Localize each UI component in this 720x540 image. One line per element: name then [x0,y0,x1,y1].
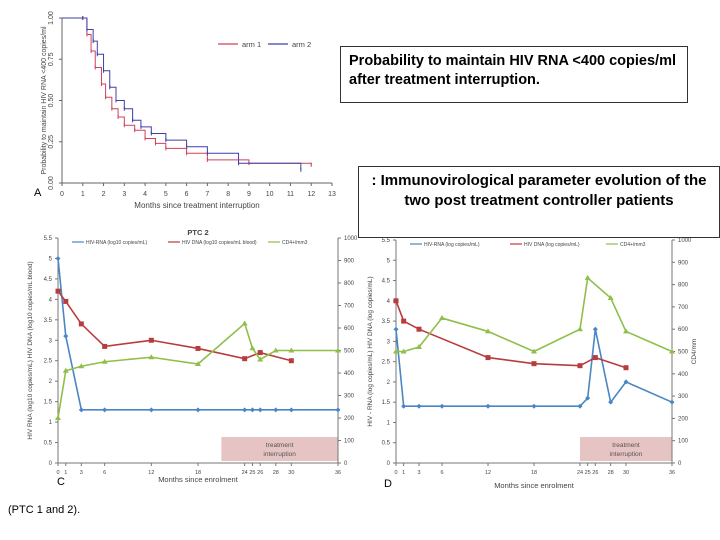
data-point-cd4 [242,321,248,326]
y-right-tick-label: 0 [678,461,682,467]
data-point-dna [63,299,68,304]
km-curve-panel [41,11,336,210]
data-point-dna [196,346,201,351]
y-left-tick-label: 3 [48,338,52,345]
x-tick-label: 30 [622,470,630,476]
y-tick-label: 0.00 [48,176,55,190]
y-left-tick-label: 3 [386,339,390,346]
y-left-tick-label: 2 [48,379,52,386]
y-right-axis-title: CD4/mm [691,338,698,365]
data-point-dna [394,298,399,303]
x-tick-label: 3 [417,470,421,476]
data-point-rna [196,407,201,412]
x-tick-label: 3 [122,191,127,198]
data-point-rna [440,404,445,409]
y-right-tick-label: 100 [678,438,689,445]
data-point-cd4 [55,415,61,420]
y-left-tick-label: 4 [386,298,390,305]
data-point-rna [149,407,154,412]
y-left-tick-label: 0 [48,461,52,467]
x-tick-label: 5 [163,191,168,198]
x-tick-label: 8 [226,191,231,198]
y-left-tick-label: 5 [386,258,390,265]
x-tick-label: 9 [246,191,251,198]
data-point-dna [56,289,61,294]
data-point-rna [258,407,263,412]
x-tick-label: 25 [584,470,591,476]
y-right-tick-label: 800 [344,281,355,287]
y-left-tick-label: 4 [48,297,52,304]
y-right-tick-label: 300 [678,394,689,401]
figure-caption: (PTC 1 and 2). [8,504,81,516]
data-point-dna [624,365,629,370]
y-axis-title: Probability to maintain HIV RNA <400 copies/ml [41,26,48,175]
legend-label-0: HIV-RNA (log copies/mL) [424,242,480,248]
legend-label-1: HIV DNA (log copies/mL) [524,242,580,248]
y-left-tick-label: 0.5 [381,440,390,447]
data-point-cd4 [623,328,629,333]
y-left-tick-label: 1.5 [381,400,390,407]
y-right-tick-label: 300 [344,393,355,400]
x-tick-label: 0 [60,191,64,198]
panel-title: PTC 2 [187,228,209,237]
x-tick-label: 1 [80,191,85,198]
treatment-interruption-label-line2: interruption [263,451,296,458]
x-tick-label: 25 [249,470,256,476]
data-point-rna [593,327,598,332]
y-right-tick-label: 100 [344,438,355,445]
callout-top: Probability to maintain HIV RNA <400 copies/ml after treatment interruption. [340,46,688,103]
y-right-tick-label: 900 [678,260,689,267]
data-point-cd4 [577,326,583,331]
series-line-2 [58,324,338,419]
y-right-tick-label: 600 [344,326,355,332]
series-line-1 [58,291,291,361]
y-right-tick-label: 1000 [678,238,692,244]
data-point-dna [258,350,263,355]
x-tick-label: 6 [440,470,444,476]
callout-middle: : Immunovirological parameter evolution of the two post treatment controller patients [358,166,720,238]
y-left-tick-label: 0 [386,461,390,467]
y-left-tick-label: 5.5 [43,236,52,242]
panel-letter-c: C [57,476,65,488]
data-point-rna [394,327,399,332]
x-tick-label: 30 [288,470,295,476]
data-point-rna [401,404,406,409]
data-point-dna [79,321,84,326]
data-point-dna [401,319,406,324]
data-point-rna [79,407,84,412]
data-point-dna [102,344,107,349]
y-left-tick-label: 5.5 [381,238,390,244]
data-point-dna [289,358,294,363]
series-line-2 [396,278,672,352]
x-tick-label: 36 [668,470,676,476]
y-right-tick-label: 700 [344,303,355,310]
x-tick-label: 18 [530,470,538,476]
x-tick-label: 12 [484,470,492,476]
y-right-tick-label: 500 [344,348,355,355]
x-tick-label: 10 [265,191,274,198]
y-left-tick-label: 1.5 [43,399,52,406]
legend-label-0: HIV-RNA (log10 copies/mL) [86,240,148,246]
x-tick-label: 28 [272,470,279,476]
x-axis-title: Months since enrolment [158,475,238,484]
y-left-tick-label: 4.5 [43,276,52,283]
y-right-tick-label: 900 [344,258,355,265]
y-right-tick-label: 400 [344,371,355,377]
legend-label-2: CD4+/mm3 [620,242,646,248]
x-tick-label: 13 [328,191,336,198]
data-point-cd4 [249,345,255,350]
y-right-tick-label: 0 [344,461,348,467]
data-point-rna [250,407,255,412]
y-right-tick-label: 400 [678,371,689,378]
data-point-dna [486,355,491,360]
y-right-tick-label: 600 [678,327,689,334]
y-right-tick-label: 700 [678,304,689,311]
panel-letter-a: A [34,187,42,199]
x-tick-label: 7 [205,191,210,198]
y-tick-label: 1.00 [48,11,55,25]
data-point-rna [56,256,61,261]
x-axis-title: Months since enrolment [494,481,574,490]
x-tick-label: 11 [286,191,295,198]
data-point-dna [578,363,583,368]
data-point-cd4 [439,315,445,320]
data-point-dna [417,327,422,332]
x-tick-label: 36 [334,470,342,476]
x-tick-label: 26 [257,470,264,476]
treatment-interruption-label-line1: treatment [265,442,294,449]
x-tick-label: 6 [184,191,189,198]
legend-label-1: HIV DNA (log10 copies/mL blood) [182,240,257,246]
data-point-rna [63,334,68,339]
data-point-rna [417,404,422,409]
x-tick-label: 26 [592,470,599,476]
data-point-dna [149,338,154,343]
y-left-tick-label: 2.5 [43,358,52,365]
data-point-rna [242,407,247,412]
y-left-tick-label: 2.5 [381,359,390,366]
data-point-rna [486,404,491,409]
y-tick-label: 0.25 [48,134,55,149]
y-left-tick-label: 2 [386,379,390,386]
x-tick-label: 3 [79,470,83,476]
ptc2-panel [27,228,358,484]
y-left-tick-label: 3.5 [43,317,52,324]
x-tick-label: 0 [394,470,398,476]
series-line-0 [396,329,672,406]
y-left-tick-label: 3.5 [381,319,390,326]
legend-label-2: CD4+/mm3 [282,240,308,246]
legend-label-arm-2: arm 2 [292,40,312,49]
x-tick-label: 28 [607,470,614,476]
y-left-tick-label: 5 [48,256,52,263]
x-tick-label: 0 [56,470,60,476]
y-tick-label: 0.75 [48,52,55,67]
x-tick-label: 24 [241,470,248,476]
x-tick-label: 1 [64,470,68,476]
y-left-tick-label: 0.5 [43,440,52,447]
y-right-tick-label: 1000 [344,236,358,242]
x-tick-label: 6 [103,470,107,476]
ptc1-panel [367,230,698,490]
y-left-axis-title: HIV RNA (log10 copies/mL) HIV DNA (log10 copies/mL blood) [27,261,34,440]
data-point-rna [102,407,107,412]
panel-letter-d: D [384,478,392,490]
y-tick-label: 0.50 [48,93,55,108]
x-tick-label: 12 [148,470,155,476]
x-tick-label: 18 [194,470,202,476]
data-point-cd4 [585,275,591,280]
y-right-tick-label: 200 [678,416,689,423]
data-point-dna [593,355,598,360]
x-tick-label: 12 [307,191,316,198]
data-point-dna [242,356,247,361]
km-line-arm-2 [62,18,301,170]
y-left-axis-title: HIV - RNA (log copies/mL) HIV DNA (log copies/mL) [367,276,374,427]
x-tick-label: 2 [101,191,106,198]
treatment-interruption-label-line2: interruption [609,451,643,458]
data-point-rna [273,407,278,412]
legend-label-arm-1: arm 1 [242,40,262,49]
x-axis-title: Months since treatment interruption [134,201,260,210]
y-left-tick-label: 1 [48,420,52,427]
x-tick-label: 1 [402,470,406,476]
x-tick-label: 24 [576,470,584,476]
data-point-rna [289,407,294,412]
treatment-interruption-label-line1: treatment [612,442,640,449]
series-line-0 [58,258,338,409]
y-right-tick-label: 800 [678,282,689,289]
data-point-rna [336,407,341,412]
y-left-tick-label: 4.5 [381,278,390,285]
y-right-tick-label: 500 [678,349,689,356]
data-point-rna [532,404,537,409]
data-point-dna [532,361,537,366]
y-right-tick-label: 200 [344,416,355,422]
data-point-rna [670,400,675,405]
y-left-tick-label: 1 [386,420,390,427]
x-tick-label: 4 [143,191,148,198]
